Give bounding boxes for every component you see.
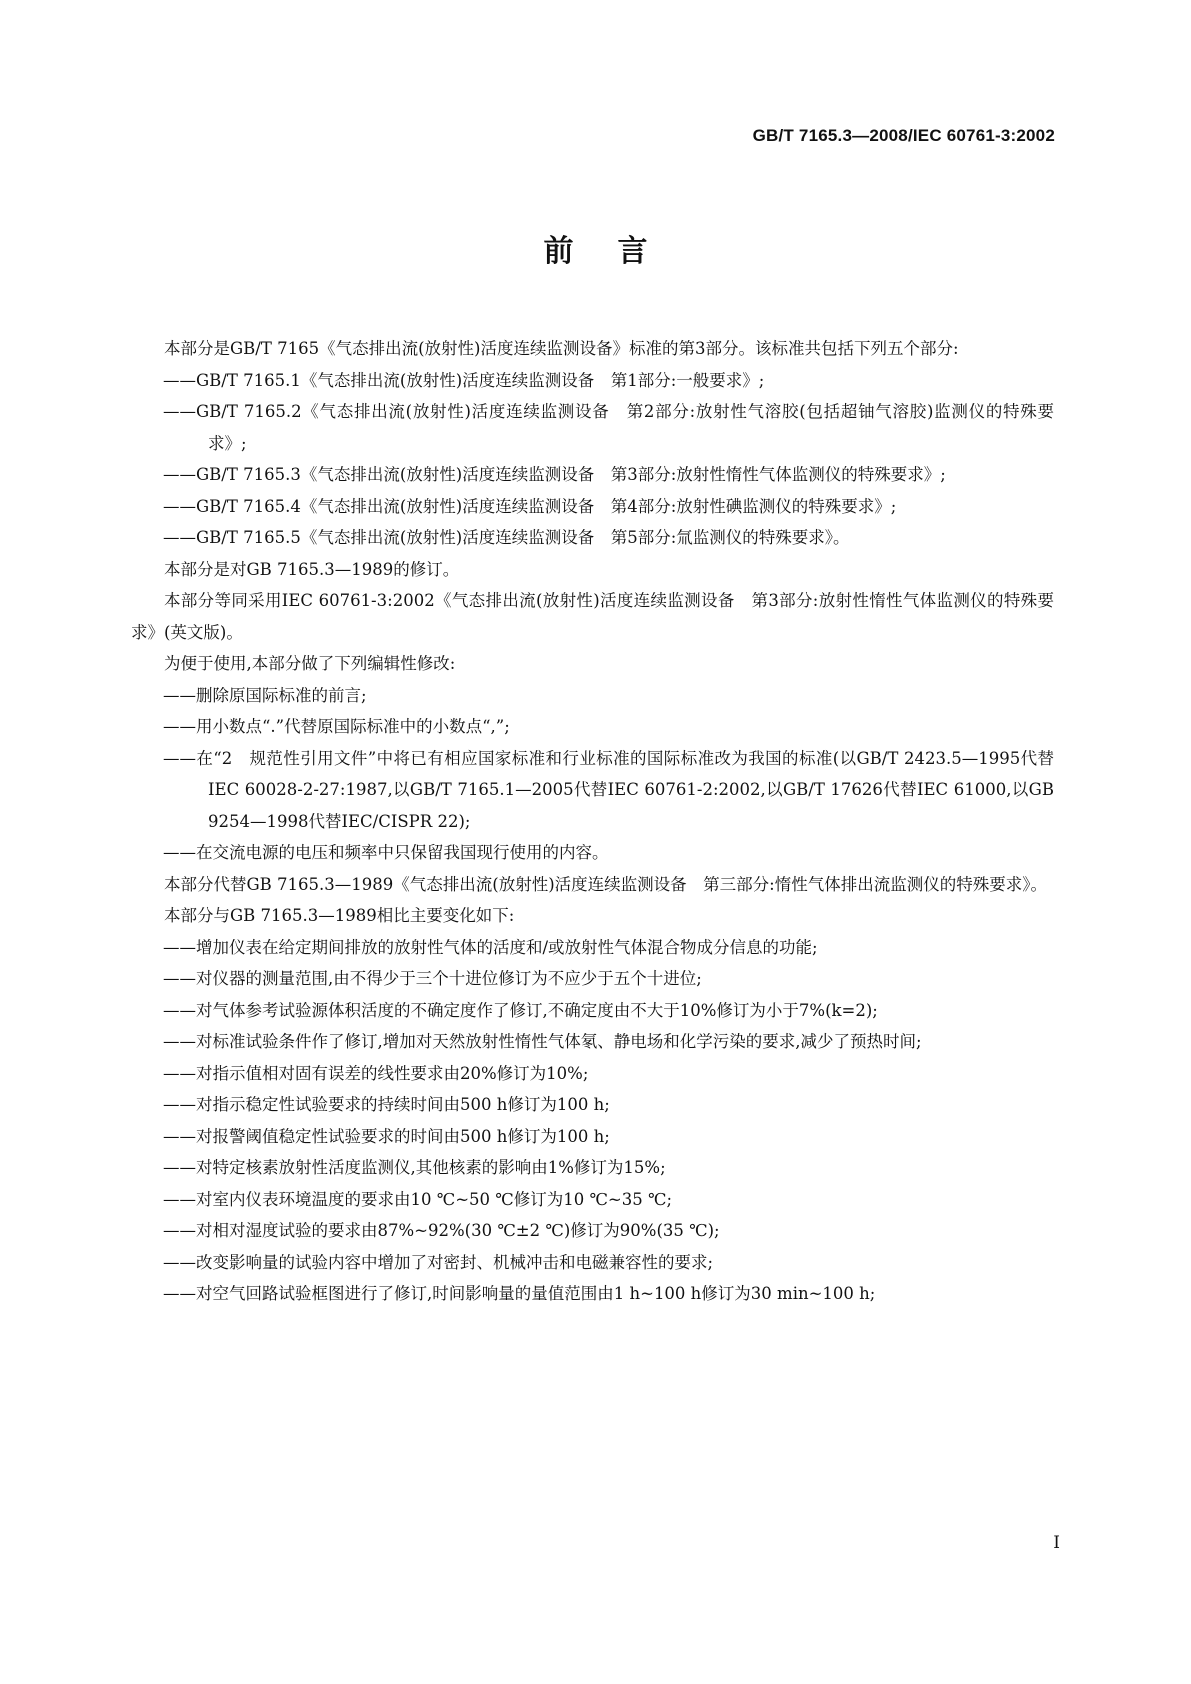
list-item: ——GB/T 7165.2《气态排出流(放射性)活度连续监测设备 第2部分:放射性气溶胶(包括超铀气溶胶)监测仪的特殊要求》; <box>163 402 1054 453</box>
list-item: ——对指示值相对固有误差的线性要求由20%修订为10%; <box>163 1063 589 1083</box>
paragraph: 本部分代替GB 7165.3—1989《气态排出流(放射性)活度连续监测设备 第三部分:惰性气体排出流监测仪的特殊要求》。 <box>164 874 1047 894</box>
paragraph: 本部分等同采用IEC 60761-3:2002《气态排出流(放射性)活度连续监测设备 第3部分:放射性惰性气体监测仪的特殊要求》(英文版)。 <box>131 591 1054 642</box>
list-item: ——GB/T 7165.5《气态排出流(放射性)活度连续监测设备 第5部分:氚监测仪的特殊要求》。 <box>163 528 850 547</box>
list-item: ——在“2 规范性引用文件”中将已有相应国家标准和行业标准的国际标准改为我国的标准(以GB/T 2423.5—1995代替IEC 60028-2-27:1987,以GB/T 7165.1—2005代替IEC 60761-2:2002,以GB/T 17626代替IEC 61000,以GB 9254—1998代替IEC/CISPR 22); <box>163 748 1054 831</box>
list-item: ——对标准试验条件作了修订,增加对天然放射性惰性气体氡、静电场和化学污染的要求,减少了预热时间; <box>163 1032 922 1051</box>
list-item: ——删除原国际标准的前言; <box>163 685 367 705</box>
list-item: ——对气体参考试验源体积活度的不确定度作了修订,不确定度由不大于10%修订为小于7%(k=2); <box>163 1000 878 1020</box>
list-item: ——对特定核素放射性活度监测仪,其他核素的影响由1%修订为15%; <box>163 1158 666 1177</box>
list-item: ——对相对湿度试验的要求由87%~92%(30 ℃±2 ℃)修订为90%(35 ℃); <box>163 1221 720 1240</box>
list-item: ——GB/T 7165.1《气态排出流(放射性)活度连续监测设备 第1部分:一般要求》; <box>163 370 765 390</box>
foreword-body <box>131 333 1054 1310</box>
paragraph: 本部分是对GB 7165.3—1989的修订。 <box>164 559 460 579</box>
list-item: ——对室内仪表环境温度的要求由10 ℃~50 ℃修订为10 ℃~35 ℃; <box>163 1189 673 1209</box>
list-item: ——对指示稳定性试验要求的持续时间由500 h修订为100 h; <box>163 1095 610 1114</box>
list-item: ——GB/T 7165.3《气态排出流(放射性)活度连续监测设备 第3部分:放射性惰性气体监测仪的特殊要求》; <box>163 465 946 484</box>
list-item: ——GB/T 7165.4《气态排出流(放射性)活度连续监测设备 第4部分:放射性碘监测仪的特殊要求》; <box>163 496 897 516</box>
paragraph: 为便于使用,本部分做了下列编辑性修改: <box>164 654 456 673</box>
paragraph: 本部分是GB/T 7165《气态排出流(放射性)活度连续监测设备》标准的第3部分。该标准共包括下列五个部分: <box>164 339 959 358</box>
paragraph: 本部分与GB 7165.3—1989相比主要变化如下: <box>164 906 515 925</box>
page-title: 前言 <box>543 234 692 269</box>
list-item: ——在交流电源的电压和频率中只保留我国现行使用的内容。 <box>163 843 609 862</box>
list-item: ——对报警阈值稳定性试验要求的时间由500 h修订为100 h; <box>163 1126 610 1146</box>
list-item: ——改变影响量的试验内容中增加了对密封、机械冲击和电磁兼容性的要求; <box>163 1252 714 1272</box>
list-item: ——对仪器的测量范围,由不得少于三个十进位修订为不应少于五个十进位; <box>163 969 702 988</box>
list-item: ——增加仪表在给定期间排放的放射性气体的活度和/或放射性气体混合物成分信息的功能; <box>163 937 818 957</box>
list-item: ——对空气回路试验框图进行了修订,时间影响量的量值范围由1 h~100 h修订为30 min~100 h; <box>163 1284 876 1303</box>
standard-code: GB/T 7165.3—2008/IEC 60761-3:2002 <box>752 126 1055 145</box>
page-number: I <box>1053 1533 1060 1553</box>
list-item: ——用小数点“.”代替原国际标准中的小数点“,”; <box>163 717 510 736</box>
